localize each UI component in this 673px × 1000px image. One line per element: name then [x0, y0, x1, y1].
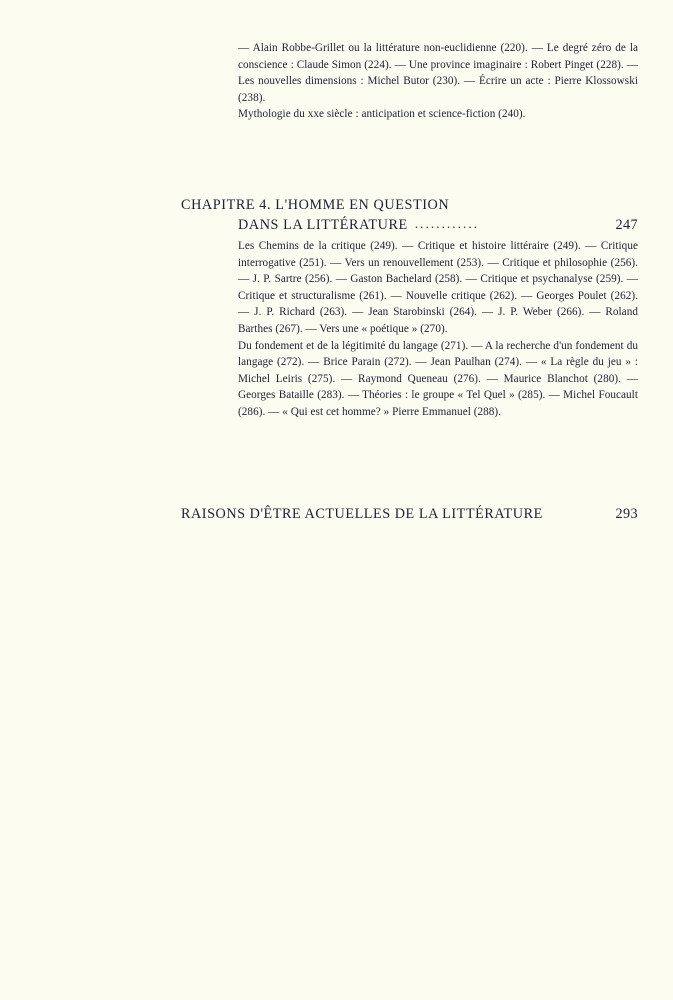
toc-subentry-paragraph: Du fondement et de la légitimité du langage (271). — A la recherche d'un fondement du langage (272). — Brice Parain (272). — Jean Paulhan (274). — « La règle du jeu » : Michel Leiris (275). — Raymond Queneau (276). — Maurice Blanchot (280). — Georges Bataille (283). — Théories : le groupe « Tel Quel » (285). — Michel Foucault (286). — « Qui est cet homme? » Pierre Emmanuel (288). — [238, 339, 638, 418]
toc-entry-title: RAISONS D'ÊTRE ACTUELLES DE LA LITTÉRATURE — [181, 506, 543, 522]
chapter-contents-block — [238, 238, 638, 421]
toc-subentry-paragraph: — Alain Robbe-Grillet ou la littérature non-euclidienne (220). — Le degré zéro de la conscience : Claude Simon (224). — Une province imaginaire : Robert Pinget (228). — Les nouvelles dimensions : Michel Butor (230). — Écrire un acte : Pierre Klossowski (238). — [238, 42, 638, 104]
chapter-title-line-2-row — [181, 215, 638, 235]
toc-subentry-paragraph: Mythologie du xxe siècle : anticipation et science-fiction (240). — [238, 108, 526, 121]
toc-entry-page-number: 293 — [615, 506, 638, 522]
leader-dots: ............ — [414, 216, 480, 231]
chapter-page-number: 247 — [615, 217, 638, 233]
chapter-title-line-2: DANS LA LITTÉRATURE — [238, 217, 408, 233]
continuation-paragraph-block — [238, 40, 638, 123]
chapter-title-line-1: CHAPITRE 4. L'HOMME EN QUESTION — [181, 197, 450, 213]
toc-subentry-paragraph: Les Chemins de la critique (249). — Critique et histoire littéraire (249). — Critique interrogative (251). — Vers un renouvellement (253). — Critique et philosophie (256). — J. P. Sartre (256). — Gaston Bachelard (258). — Critique et psychanalyse (259). — Critique et structuralisme (261). — Nouvelle critique (262). — Georges Poulet (262). — J. P. Richard (263). — Jean Starobinski (264). — J. P. Weber (266). — Roland Barthes (267). — Vers une « poétique » (270). — [238, 240, 638, 335]
chapter-heading — [181, 196, 638, 235]
toc-entry-raisons-detre — [181, 506, 638, 523]
